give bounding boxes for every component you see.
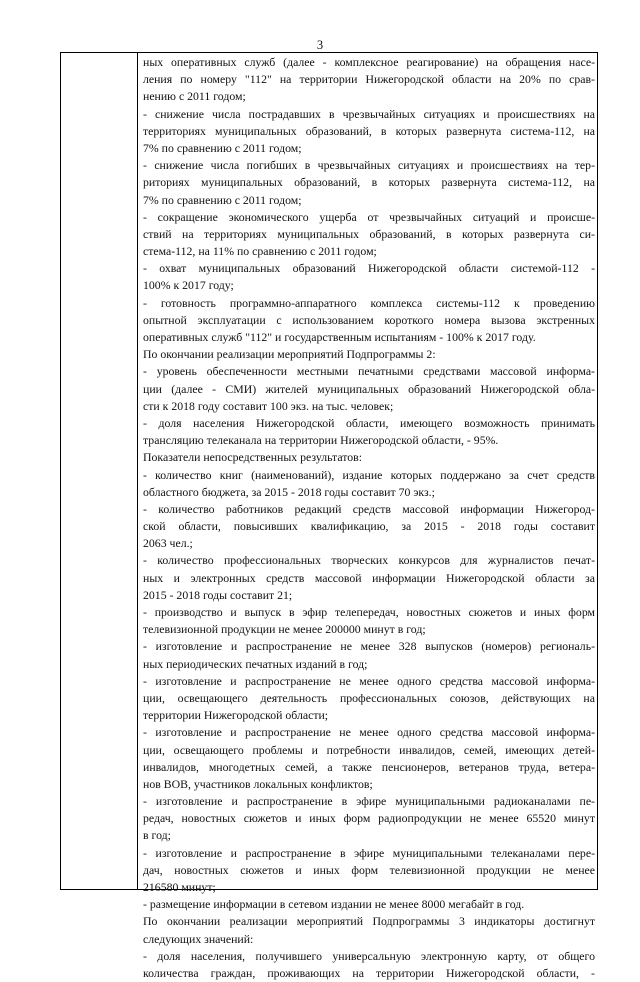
text-line: ных оперативных служб (далее - комплексное реагирование) на обращения насе- (143, 55, 595, 69)
page-number: 3 (316, 38, 324, 52)
text-line: телевизионной продукции не менее 200000 минут в год; (143, 622, 426, 637)
text-line: в год; (143, 828, 171, 843)
text-line: трансляцию телеканала на территории Нижегородской области, - 95%. (143, 433, 499, 448)
text-line: - изготовление и распространение в эфире муниципальными телеканалами пере- (143, 845, 595, 860)
text-line: редач, новостных сюжетов и иных форм радиопродукции не менее 65520 минут (143, 811, 595, 826)
text-line: - снижение числа пострадавших в чрезвычайных ситуациях и происшествиях на (143, 106, 595, 121)
document-table (60, 52, 598, 980)
text-line: 100% к 2017 году; (143, 278, 234, 293)
text-line: нению с 2011 годом; (143, 89, 246, 104)
text-line: ции, освещающего деятельность профессиональных союзов, действующих на (143, 690, 595, 705)
text-line: По окончании реализации мероприятий Подпрограммы 2: (143, 347, 436, 362)
text-line: - количество профессиональных творческих конкурсов для журналистов печат- (143, 553, 595, 568)
text-line: стема-112, на 11% по сравнению с 2011 годом; (143, 244, 377, 259)
text-line: оперативных служб "112" и государственным испытаниям - 100% к 2017 году. (143, 330, 536, 344)
text-line: ствий на территориях муниципальных образований, в которых развернута си- (143, 226, 595, 241)
text-line: 7% по сравнению с 2011 годом; (143, 192, 302, 207)
text-line: ции, освещающего проблемы и потребности инвалидов, семей, имеющих детей- (143, 742, 595, 757)
text-line: дач, новостных сюжетов и иных форм телевизионной продукции не менее (143, 862, 595, 877)
text-line: 7% по сравнению с 2011 годом; (143, 140, 302, 155)
text-line: - охват муниципальных образований Нижегородской области системой-112 - (143, 261, 595, 276)
text-line: ных и электронных средств массовой информации Нижегородской области за (143, 570, 595, 585)
text-line: - доля населения Нижегородской области, имеющего возможность принимать (143, 415, 595, 430)
text-line: количества граждан, проживающих на территории Нижегородской области, - (143, 965, 595, 980)
text-line: 2063 чел.; (143, 536, 193, 551)
text-line: территории Нижегородской области; (143, 708, 329, 723)
text-line: риториях муниципальных образований, в которых развернута система-112, на (143, 175, 595, 190)
text-line: ных периодических печатных изданий в год; (143, 656, 368, 671)
text-line: - доля населения, получившего универсальную электронную карту, от общего (143, 948, 595, 963)
text-line: 2015 - 2018 годы составит 21; (143, 587, 293, 602)
text-line: сти к 2018 году составит 100 экз. на тыс. человек; (143, 398, 394, 413)
text-line: - уровень обеспеченности местными печатными средствами массовой информа- (143, 364, 595, 379)
text-line: ции (далее - СМИ) жителей муниципальных образований Нижегородской обла- (143, 381, 595, 396)
text-line: - производство и выпуск в эфир телепередач, новостных сюжетов и иных форм (143, 605, 595, 619)
text-line: - изготовление и распространение не менее одного средства массовой информа- (143, 673, 595, 688)
table-left-column (61, 53, 138, 889)
text-line: 216580 минут; (143, 880, 216, 894)
text-line: - снижение числа погибших в чрезвычайных ситуациях и происшествиях на тер- (143, 158, 595, 173)
text-line: территориях муниципальных образований, в которых развернута система-112, на (143, 123, 595, 138)
text-line: - количество книг (наименований), издание которых поддержано за счет средств (143, 467, 595, 482)
text-line: - изготовление и распространение в эфире муниципальными радиоканалами пе- (143, 794, 595, 809)
text-line: По окончании реализации мероприятий Подпрограммы 3 индикаторы достигнут (143, 914, 595, 929)
text-line: следующих значений: (143, 931, 254, 946)
text-line: инвалидов, многодетных семей, а также пенсионеров, ветеранов труда, ветера- (143, 759, 595, 774)
text-line: - сокращение экономического ущерба от чрезвычайных ситуаций и происше- (143, 209, 595, 224)
text-line: - изготовление и распространение не менее 328 выпусков (номеров) региональ- (143, 639, 595, 654)
table-text-column (143, 54, 595, 982)
text-line: - готовность программно-аппаратного комплекса системы-112 к проведению (143, 295, 595, 310)
text-line: опытной эксплуатации с использованием короткого номера вызова экстренных (143, 312, 595, 327)
text-line: областного бюджета, за 2015 - 2018 годы составит 70 экз.; (143, 484, 435, 499)
text-line: ской области, повысивших квалификацию, за 2015 - 2018 годы составит (143, 519, 595, 534)
text-line: Показатели непосредственных результатов: (143, 450, 363, 465)
text-line: - изготовление и распространение не менее одного средства массовой информа- (143, 725, 595, 740)
text-line: нов ВОВ, участников локальных конфликтов; (143, 776, 373, 791)
text-line: - размещение информации в сетевом издании не менее 8000 мегабайт в год. (143, 897, 525, 912)
text-line: ления по номеру "112" на территории Нижегородской области на 20% по срав- (143, 72, 595, 87)
text-line: - количество работников редакций средств массовой информации Нижегород- (143, 501, 595, 516)
